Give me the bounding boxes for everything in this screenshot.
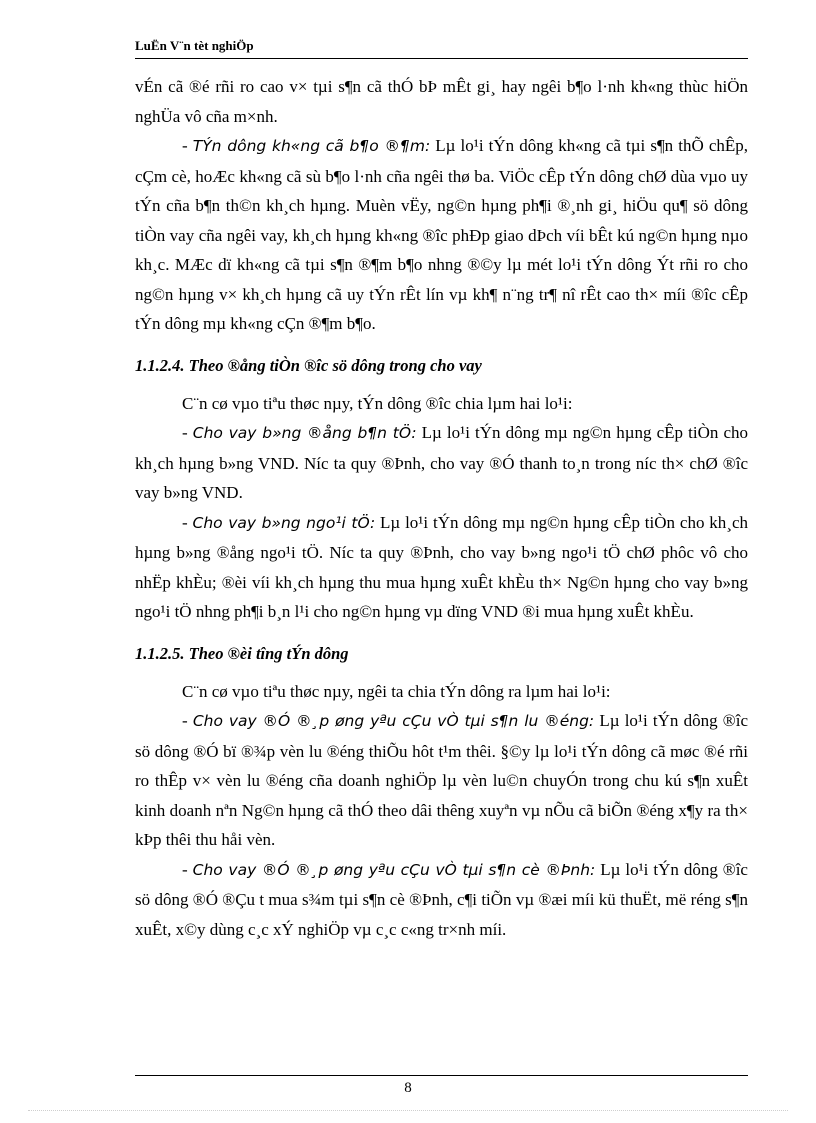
paragraph: C¨n cø vµo tiªu thøc nµy, tÝn dông ®îc chia lµm hai lo¹i: <box>182 393 573 413</box>
page-number: 8 <box>404 1080 412 1096</box>
paragraph: - Cho vay b»ng ngo¹i tÖ: Lµ lo¹i tÝn dông mµ ng©n hµng cÊp tiÒn cho kh¸ch hµng b»ng ®ång ngo¹i tÖ. Níc ta quy ®Þnh, cho vay b»ng ngo¹i tÖ chØ phôc vô cho nhËp khÈu; ®èi víi kh¸ch hµng thu mua hµng xuÊt khÈu th× Ng©n hµng cho vay b»ng ngo¹i tÖ nhng ph¶i b¸n l¹i cho ng©n hµng vµ dïng VND ®i mua hµng xuÊt khÈu. <box>135 512 749 621</box>
italic-term: Cho vay b»ng ngo¹i tÖ: <box>192 513 376 532</box>
italic-term: Cho vay ®Ó ®¸p øng yªu cÇu vÒ tµi s¶n cè ®Þnh: <box>192 860 596 879</box>
document-body <box>135 72 748 944</box>
paragraph: - TÝn dông kh«ng cã b¶o ®¶m: Lµ lo¹i tÝn dông kh«ng cã tµi s¶n thÕ chÊp, cÇm cè, hoÆc kh«ng cã sù b¶o l·nh cña ngêi thø ba. ViÖc cÊp tÝn dông chØ dùa vµo uy tÝn cña b¶n th©n kh¸ch hµng. Muèn vËy, ng©n hµng ph¶i ®¸nh gi¸ hiÖu qu¶ sö dông tiÒn vay cña ngêi vay, kh¸ch hµng kh«ng ®îc phÐp giao dÞch víi bÊt kú ng©n hµng nµo kh¸c. MÆc dï kh«ng cã tµi s¶n ®¶m b¶o nhng ®©y lµ mét lo¹i tÝn dông Ýt rñi ro cho ng©n hµng v× kh¸ch hµng cã uy tÝn rÊt lín vµ kh¶ n¨ng tr¶ nî rÊt cao th× míi ®îc cÊp tÝn dông mµ kh«ng cÇn ®¶m b¶o. <box>135 136 749 333</box>
paragraph: vÉn cã ®é rñi ro cao v× tµi s¶n cã thÓ bÞ mÊt gi¸ hay ngêi b¶o l·nh kh«ng thùc hiÖn nghÜa vô cña m×nh. <box>135 77 748 126</box>
paragraph: C¨n cø vµo tiªu thøc nµy, ngêi ta chia tÝn dông ra lµm hai lo¹i: <box>182 681 611 701</box>
italic-term: TÝn dông kh«ng cã b¶o ®¶m: <box>192 137 431 155</box>
header-rule <box>135 58 748 59</box>
running-header: LuËn V¨n tèt nghiÖp <box>135 38 254 53</box>
page-bottom-edge <box>28 1110 788 1111</box>
italic-term: Cho vay b»ng ®ång b¶n tÖ: <box>192 424 417 442</box>
section-heading: 1.1.2.4. Theo ®ång tiÒn ®îc sö dông trong cho vay <box>135 355 482 375</box>
section-heading: 1.1.2.5. Theo ®èi tîng tÝn dông <box>135 643 349 663</box>
paragraph: - Cho vay ®Ó ®¸p øng yªu cÇu vÒ tµi s¶n cè ®Þnh: Lµ lo¹i tÝn dông ®îc sö dông ®Ó ®Çu t mua s¾m tµi s¶n cè ®Þnh, c¶i tiÕn vµ ®æi míi kü thuËt, më réng s¶n xuÊt, x©y dùng c¸c xÝ nghiÖp vµ c¸c c«ng tr×nh míi. <box>135 859 748 939</box>
paragraph: - Cho vay ®Ó ®¸p øng yªu cÇu vÒ tµi s¶n lu ®éng: Lµ lo¹i tÝn dông ®îc sö dông ®Ó bï ®¾p vèn lu ®éng thiÕu hôt t¹m thêi. §©y lµ lo¹i tÝn dông cã møc ®é rñi ro thÊp v× vèn lu ®éng cña doanh nghiÖp lµ vèn lu©n chuyÓn trong chu kú s¶n xuÊt kinh doanh nªn Ng©n hµng cã thÓ theo dâi thêng xuyªn vµ nÕu cã biÕn ®éng x¶y ra th× kÞp thêi thu håi vèn. <box>135 711 748 849</box>
italic-term: Cho vay ®Ó ®¸p øng yªu cÇu vÒ tµi s¶n lu ®éng: <box>192 712 595 730</box>
footer-rule <box>135 1075 748 1076</box>
paragraph: - Cho vay b»ng ®ång b¶n tÖ: Lµ lo¹i tÝn dông mµ ng©n hµng cÊp tiÒn cho kh¸ch hµng b»ng VND. Níc ta quy ®Þnh, cho vay ®Ó thanh to¸n trong níc th× chØ ®îc vay b»ng VND. <box>135 423 748 502</box>
